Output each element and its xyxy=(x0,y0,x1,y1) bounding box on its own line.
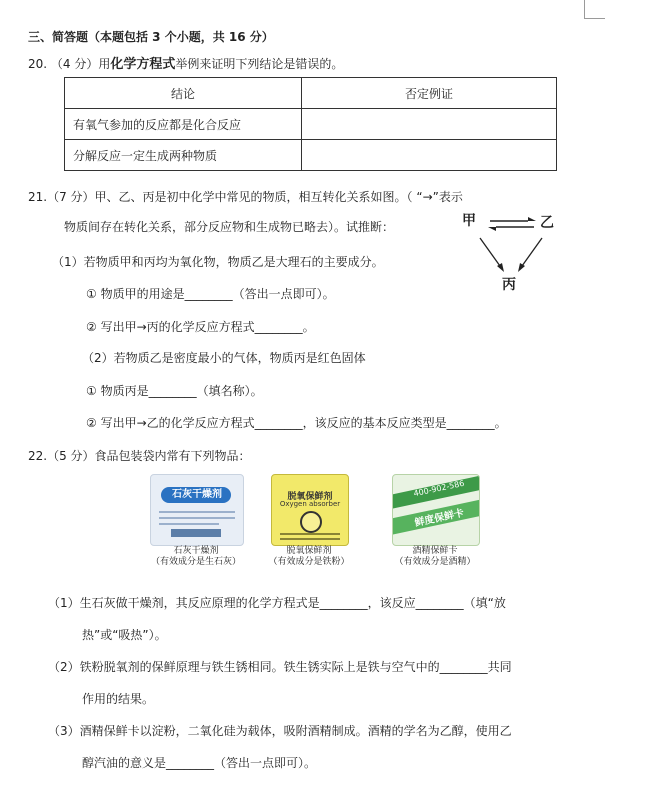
oxygen-absorber-pkg-sub: Oxygen absorber xyxy=(279,500,341,508)
alcohol-card-pkg-sub: 400-902-586 xyxy=(412,478,466,499)
q21-part1: （1）若物质甲和丙均为氧化物，物质乙是大理石的主要成分。 xyxy=(52,255,384,269)
oxygen-absorber-caption-note: （有效成分是铁粉） xyxy=(268,557,350,567)
diagram-node-yi: 乙 xyxy=(540,215,554,231)
q20-stem xyxy=(28,53,343,72)
q21-part2-a: ① 物质丙是________（填名称）。 xyxy=(86,384,263,398)
q20-table xyxy=(64,77,557,171)
table-cell-answer[interactable] xyxy=(302,109,557,140)
q20-bold-phrase: 化学方程式 xyxy=(110,57,176,72)
q22-part3-line1: （3）酒精保鲜卡以淀粉，二氧化硅为载体，吸附酒精制成。酒精的学名为乙醇，使用乙 xyxy=(48,724,512,738)
table-header-row xyxy=(65,78,557,109)
lime-desiccant-pkg-text: 石灰干燥剂 xyxy=(172,489,222,500)
q21-line1: 21.（7 分）甲、乙、丙是初中化学中常见的物质，相互转化关系如图。（ “→”表示 xyxy=(28,190,463,204)
oxygen-absorber-caption-name: 脱氧保鲜剂 xyxy=(286,546,332,556)
lime-desiccant-caption xyxy=(150,546,242,568)
q22-part2-line1: （2）铁粉脱氧剂的保鲜原理与铁生锈相同。铁生锈实际上是铁与空气中的________共同 xyxy=(48,660,512,674)
diagram-node-bing: 丙 xyxy=(502,277,516,293)
q21-part2: （2）若物质乙是密度最小的气体，物质丙是红色固体 xyxy=(82,351,366,365)
oxygen-absorber-caption xyxy=(265,546,353,568)
alcohol-card-caption xyxy=(384,546,486,568)
q22-part3-line2: 醇汽油的意义是________（答出一点即可）。 xyxy=(82,756,317,770)
diagram-node-jia: 甲 xyxy=(462,213,476,229)
alcohol-card-image xyxy=(392,474,480,546)
table-cell-conclusion: 有氧气参加的反应都是化合反应 xyxy=(65,109,302,140)
q21-part1-a: ① 物质甲的用途是________（答出一点即可）。 xyxy=(86,287,335,301)
q22-part1-line2: 热”或“吸热”）。 xyxy=(82,628,167,642)
oxygen-absorber-logo-icon xyxy=(300,511,322,533)
q22-part1-line1: （1）生石灰做干燥剂，其反应原理的化学方程式是________，该反应________（填“放 xyxy=(48,596,506,610)
lime-desiccant-caption-note: （有效成分是生石灰） xyxy=(150,557,241,567)
page-corner-mark xyxy=(584,0,605,19)
conversion-diagram-svg xyxy=(462,208,572,298)
table-cell-answer[interactable] xyxy=(302,140,557,171)
q21-diagram xyxy=(462,208,572,298)
oxygen-absorber-image xyxy=(271,474,349,546)
q20-points: （4 分）用 xyxy=(50,57,111,71)
table-cell-conclusion: 分解反应一定生成两种物质 xyxy=(65,140,302,171)
alcohol-card-caption-name: 酒精保鲜卡 xyxy=(412,546,458,556)
alcohol-card-caption-note: （有效成分是酒精） xyxy=(394,557,476,567)
q21-line2: 物质间存在转化关系，部分反应物和生成物已略去）。试推断： xyxy=(64,220,395,234)
table-header-counterexample: 否定例证 xyxy=(302,78,557,109)
q21-part2-b: ② 写出甲→乙的化学反应方程式________，该反应的基本反应类型是________。 xyxy=(86,416,507,430)
table-header-conclusion: 结论 xyxy=(65,78,302,109)
lime-desiccant-image xyxy=(150,474,244,546)
q21-part1-b: ② 写出甲→丙的化学反应方程式________。 xyxy=(86,320,315,334)
alcohol-card-pkg-text: 鲜度保鲜卡 xyxy=(413,507,466,530)
oxygen-absorber-pkg-text: 脱氧保鲜剂 xyxy=(287,492,333,502)
table-row xyxy=(65,140,557,171)
q20-number: 20. xyxy=(28,57,48,71)
q22-part2-line2: 作用的结果。 xyxy=(82,692,155,706)
q20-rest: 举例来证明下列结论是错误的。 xyxy=(175,57,344,71)
lime-desiccant-caption-name: 石灰干燥剂 xyxy=(173,546,219,556)
q22-stem: 22.（5 分）食品包装袋内常有下列物品： xyxy=(28,449,251,463)
section-header: 三、简答题（本题包括 3 个小题，共 16 分） xyxy=(28,30,274,44)
table-row xyxy=(65,109,557,140)
